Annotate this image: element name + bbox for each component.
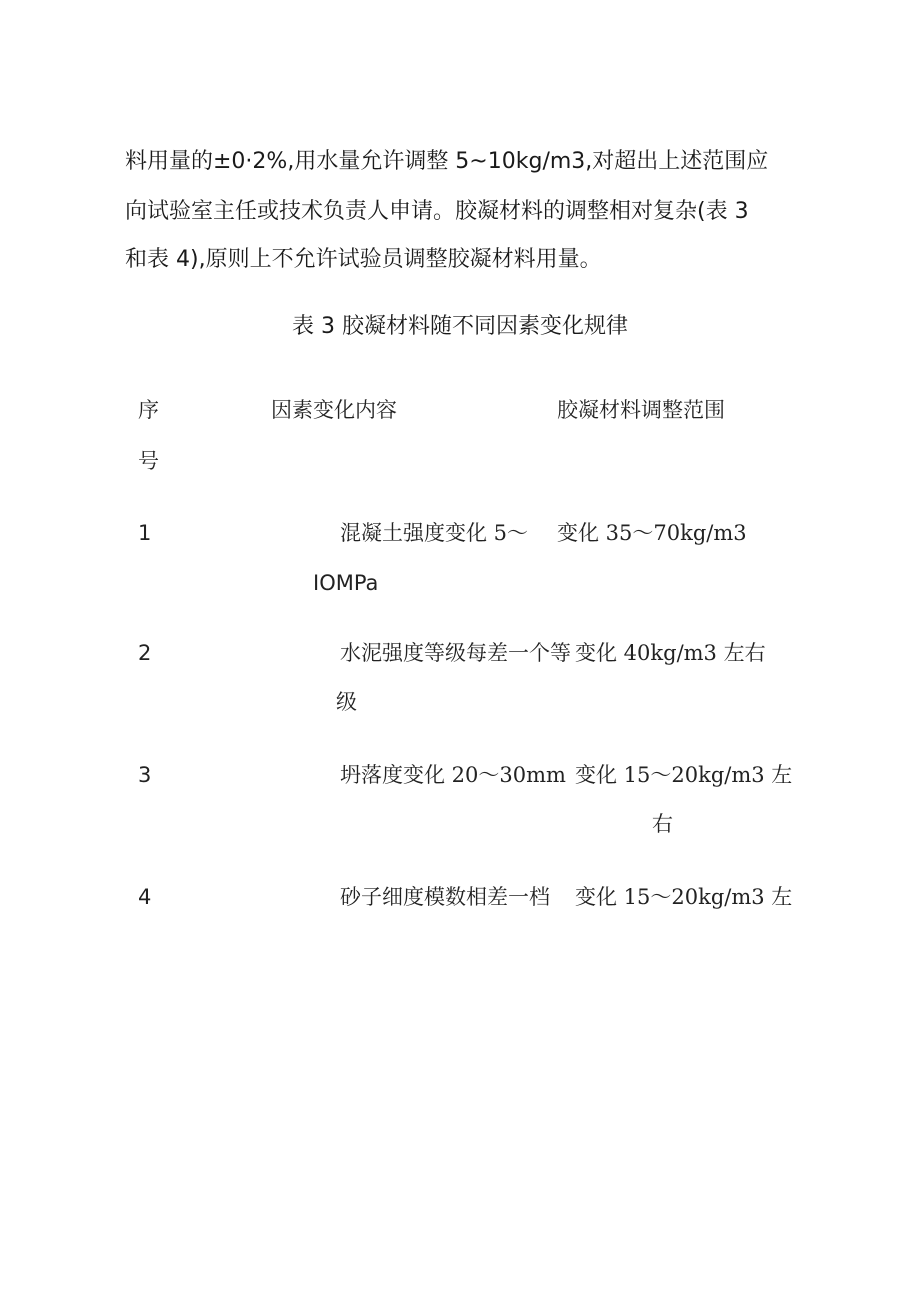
row-4-range: 变化 15～20kg/m3 左 xyxy=(575,885,793,909)
row-3-factor: 坍落度变化 20～30mm xyxy=(340,763,566,787)
row-2-seq: 2 xyxy=(138,641,152,665)
row-4-seq: 4 xyxy=(138,885,152,909)
row-3-seq: 3 xyxy=(138,763,152,787)
row-2-factor-line-2: 级 xyxy=(336,690,357,714)
row-2-range: 变化 40kg/m3 左右 xyxy=(575,641,766,665)
paragraph-line-1: 料用量的±0·2%,用水量允许调整 5~10kg/m3,对超出上述范围应 xyxy=(125,149,769,174)
row-1-seq: 1 xyxy=(138,521,152,545)
row-3-range-line-1: 变化 15～20kg/m3 左 xyxy=(575,763,793,787)
header-seq-line-1: 序 xyxy=(138,398,159,422)
row-1-factor-line-1: 混凝土强度变化 5～ xyxy=(340,521,529,545)
header-factor: 因素变化内容 xyxy=(271,398,397,422)
row-1-factor-line-2: IOMPa xyxy=(313,571,379,595)
row-3-range-line-2: 右 xyxy=(652,812,673,836)
paragraph-line-2: 向试验室主任或技术负责人申请。胶凝材料的调整相对复杂(表 3 xyxy=(125,199,749,224)
row-1-range: 变化 35～70kg/m3 xyxy=(557,521,747,545)
table-caption: 表 3 胶凝材料随不同因素变化规律 xyxy=(292,314,628,339)
row-4-factor: 砂子细度模数相差一档 xyxy=(340,885,550,909)
row-2-factor-line-1: 水泥强度等级每差一个等 xyxy=(340,641,571,665)
paragraph-line-3: 和表 4),原则上不允许试验员调整胶凝材料用量。 xyxy=(125,247,602,272)
header-range: 胶凝材料调整范围 xyxy=(557,398,725,422)
header-seq-line-2: 号 xyxy=(138,449,159,473)
